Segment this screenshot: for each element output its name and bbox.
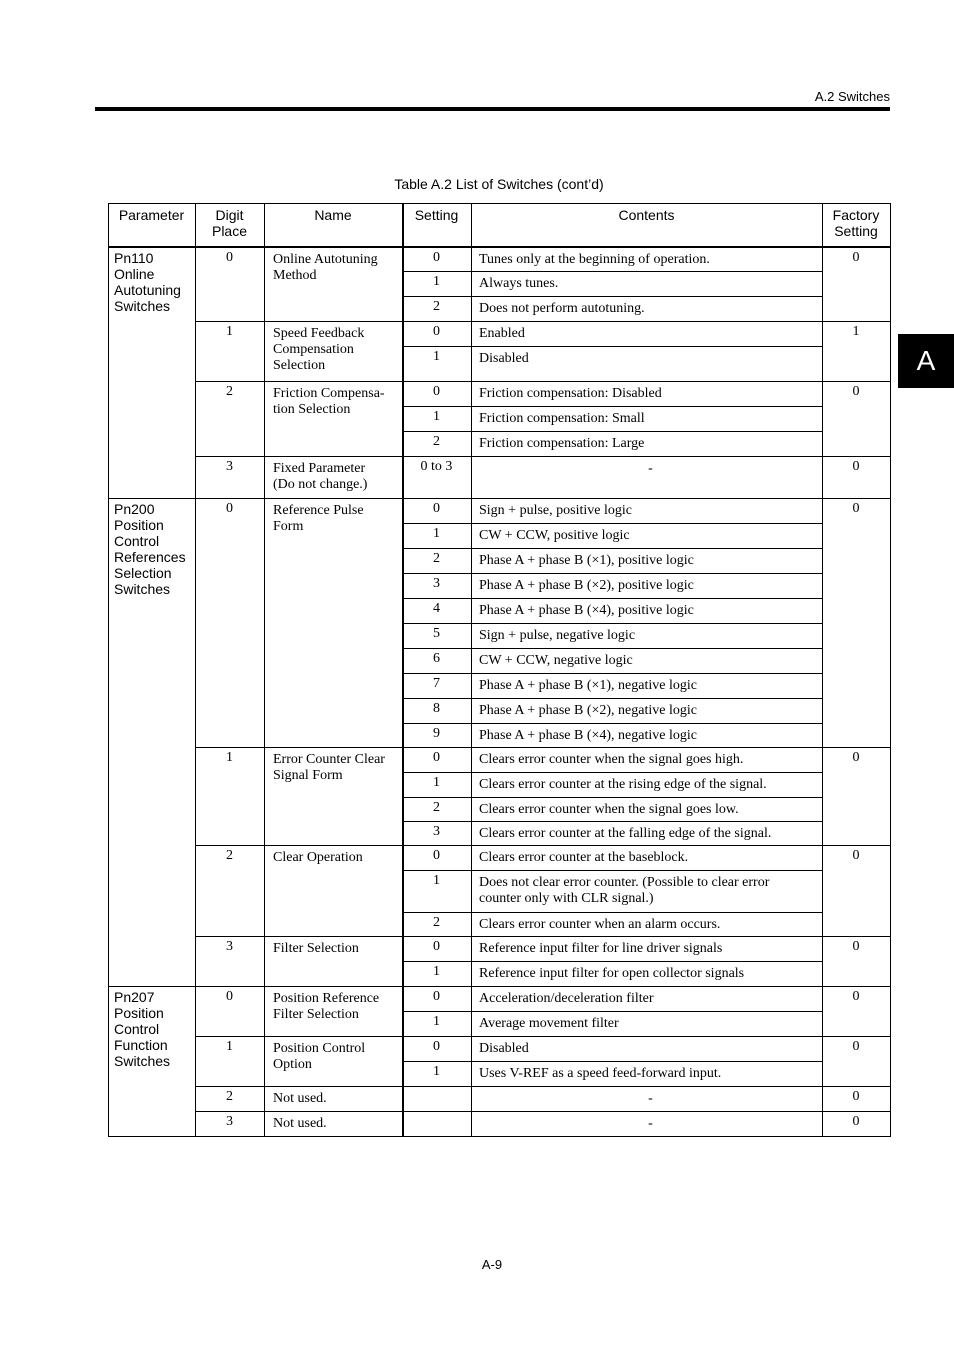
setting-contents: Disabled (479, 351, 529, 366)
setting-contents: Phase A + phase B (×4), positive logic (479, 603, 694, 618)
factory-setting: 0 (852, 1039, 860, 1054)
setting-contents: Average movement filter (479, 1016, 619, 1031)
setting-value: 6 (433, 651, 440, 666)
setting-value: 1 (433, 964, 440, 979)
digit-place: 3 (226, 459, 233, 474)
setting-contents: Sign + pulse, negative logic (479, 628, 636, 643)
switch-name: Position Control Option (273, 1041, 366, 1072)
digit-place: 1 (226, 1039, 233, 1054)
factory-setting: 0 (852, 848, 860, 863)
setting-contents: - (648, 461, 653, 476)
setting-contents: Uses V-REF as a speed feed-forward input. (479, 1066, 722, 1081)
parameter-id: Pn200 (114, 501, 155, 517)
switch-name: Not used. (273, 1091, 327, 1106)
setting-value: 0 (433, 384, 440, 399)
setting-contents: Clears error counter at the baseblock. (479, 850, 689, 865)
page-number: A-9 (481, 1257, 503, 1272)
table-rule (264, 203, 265, 1137)
setting-contents: Disabled (479, 1041, 529, 1056)
setting-contents: Friction compensation: Disabled (479, 386, 662, 401)
setting-contents: Phase A + phase B (×2), negative logic (479, 703, 697, 718)
column-header: Setting (414, 207, 459, 223)
table-rule (108, 1136, 891, 1137)
parameter-title: Position Control References Selection Switches (114, 517, 186, 597)
appendix-tab: A (898, 334, 954, 388)
setting-value: 2 (433, 800, 440, 815)
setting-value: 1 (433, 775, 440, 790)
switch-name: Clear Operation (273, 850, 363, 865)
factory-setting: 0 (852, 939, 860, 954)
column-header: Factory Setting (832, 207, 880, 239)
table-rule (822, 203, 823, 1137)
setting-value (402, 1087, 471, 1112)
factory-setting: 0 (852, 1114, 860, 1129)
digit-place: 0 (226, 501, 233, 516)
switch-name: Not used. (273, 1116, 327, 1131)
setting-contents: Does not clear error counter. (Possible to clear error counter only with CLR signal.) (479, 875, 770, 906)
setting-contents: - (648, 1091, 653, 1106)
digit-place: 1 (226, 750, 233, 765)
setting-value: 5 (433, 626, 440, 641)
setting-value: 1 (433, 274, 440, 289)
switch-name: Online Autotuning Method (273, 252, 378, 283)
setting-value: 0 (433, 939, 440, 954)
digit-place: 3 (226, 1114, 233, 1129)
column-header: Contents (618, 207, 675, 223)
setting-value: 1 (433, 1064, 440, 1079)
digit-place: 2 (226, 1089, 233, 1104)
parameter-cell (108, 248, 195, 499)
table-rule (108, 203, 109, 1137)
parameter-id: Pn110 (114, 250, 154, 266)
column-header: Name (314, 207, 352, 223)
setting-contents: Clears error counter at the rising edge of the signal. (479, 777, 767, 792)
setting-value: 0 (433, 501, 440, 516)
setting-contents: Acceleration/deceleration filter (479, 991, 654, 1006)
switch-name: Speed Feedback Compensation Selection (273, 326, 365, 373)
switch-name: Friction Compensa- tion Selection (273, 386, 385, 417)
setting-value: 0 (433, 1039, 440, 1054)
parameter-cell (108, 987, 195, 1137)
setting-value: 0 (433, 324, 440, 339)
setting-value: 0 (433, 989, 440, 1004)
column-header: Parameter (118, 207, 185, 223)
setting-contents: Does not perform autotuning. (479, 301, 645, 316)
setting-contents: Tunes only at the beginning of operation. (479, 252, 710, 267)
table-rule (890, 203, 891, 1137)
parameter-title: Online Autotuning Switches (114, 266, 181, 314)
setting-value: 3 (433, 576, 440, 591)
digit-place: 1 (226, 324, 233, 339)
factory-setting: 0 (852, 501, 860, 516)
parameter-title: Position Control Function Switches (114, 1005, 171, 1069)
setting-value: 3 (433, 824, 440, 839)
setting-contents: Phase A + phase B (×1), negative logic (479, 678, 697, 693)
setting-value: 7 (433, 676, 440, 691)
setting-contents: CW + CCW, positive logic (479, 528, 630, 543)
setting-value: 2 (433, 299, 440, 314)
digit-place: 2 (226, 384, 233, 399)
switch-name: Fixed Parameter (Do not change.) (273, 461, 368, 492)
setting-value: 0 (433, 250, 440, 265)
factory-setting: 0 (852, 989, 860, 1004)
parameter-cell (108, 499, 195, 987)
switch-name: Reference Pulse Form (273, 503, 364, 534)
setting-contents: Always tunes. (479, 276, 559, 291)
table-rule (471, 203, 472, 1137)
switch-name: Error Counter Clear Signal Form (273, 752, 385, 783)
setting-value: 0 (433, 750, 440, 765)
setting-value: 2 (433, 434, 440, 449)
setting-contents: Clears error counter when an alarm occurs. (479, 917, 721, 932)
digit-place: 3 (226, 939, 233, 954)
setting-value: 1 (433, 409, 440, 424)
setting-contents: Friction compensation: Small (479, 411, 645, 426)
setting-contents: Sign + pulse, positive logic (479, 503, 632, 518)
factory-setting: 0 (852, 250, 860, 265)
setting-contents: Friction compensation: Large (479, 436, 645, 451)
setting-contents: - (648, 1116, 653, 1131)
factory-setting: 0 (852, 1089, 860, 1104)
setting-contents: Clears error counter at the falling edge of the signal. (479, 826, 772, 841)
table-rule (108, 203, 891, 204)
table-caption: Table A.2 List of Switches (cont’d) (394, 176, 604, 192)
setting-contents: Clears error counter when the signal goes high. (479, 752, 744, 767)
setting-value: 8 (433, 701, 440, 716)
setting-contents: CW + CCW, negative logic (479, 653, 633, 668)
setting-value: 2 (433, 915, 440, 930)
setting-value: 0 (433, 848, 440, 863)
section-header: A.2 Switches (814, 89, 890, 104)
factory-setting: 0 (852, 384, 860, 399)
digit-place: 2 (226, 848, 233, 863)
setting-value: 9 (433, 726, 440, 741)
setting-value: 4 (433, 601, 440, 616)
setting-contents: Reference input filter for line driver signals (479, 941, 723, 956)
setting-contents: Clears error counter when the signal goes low. (479, 802, 739, 817)
setting-contents: Phase A + phase B (×1), positive logic (479, 553, 694, 568)
setting-contents: Phase A + phase B (×4), negative logic (479, 728, 697, 743)
switch-name: Position Reference Filter Selection (273, 991, 380, 1022)
setting-value: 1 (433, 873, 440, 888)
setting-value: 1 (433, 349, 440, 364)
factory-setting: 1 (852, 324, 860, 339)
digit-place: 0 (226, 989, 233, 1004)
digit-place: 0 (226, 250, 233, 265)
switch-name: Filter Selection (273, 941, 359, 956)
setting-contents: Reference input filter for open collector signals (479, 966, 745, 981)
setting-contents: Phase A + phase B (×2), positive logic (479, 578, 694, 593)
parameter-id: Pn207 (114, 989, 155, 1005)
setting-value: 1 (433, 1014, 440, 1029)
column-header: Digit Place (211, 207, 248, 239)
setting-value: 2 (433, 551, 440, 566)
factory-setting: 0 (852, 459, 860, 474)
factory-setting: 0 (852, 750, 860, 765)
setting-value: 1 (433, 526, 440, 541)
setting-value (402, 1112, 471, 1137)
table-rule (195, 203, 196, 1137)
setting-contents: Enabled (479, 326, 525, 341)
setting-value: 0 to 3 (420, 459, 453, 474)
table-rule (402, 203, 404, 1137)
